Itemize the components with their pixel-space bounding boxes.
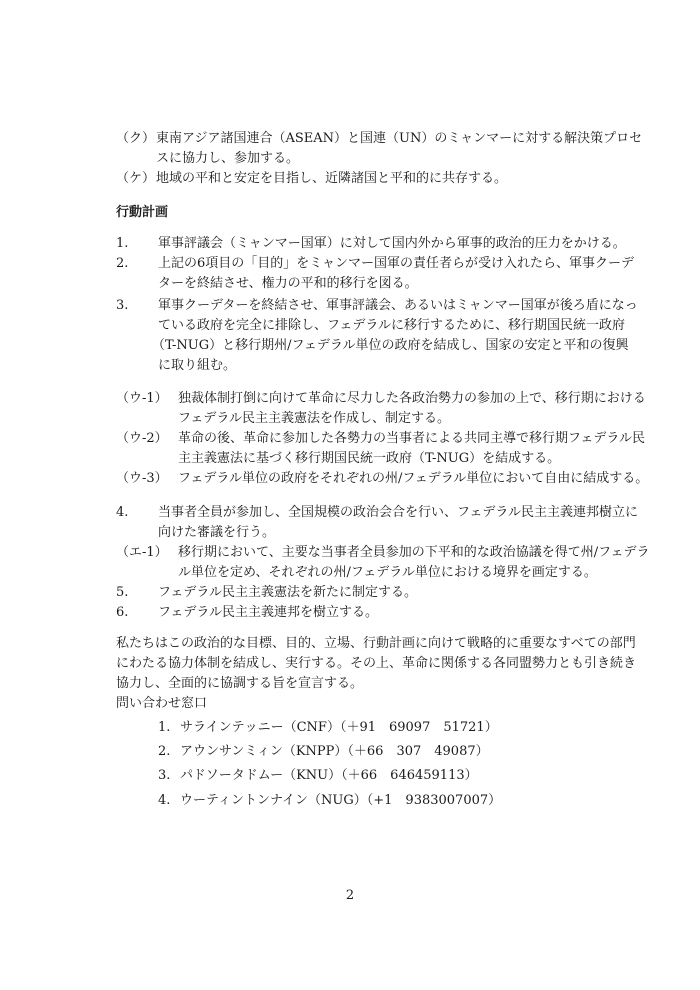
declaration-line-2: にわたる協力体制を結成し、実行する。その上、革命に関係する各同盟勢力とも引き続き <box>116 656 637 671</box>
item-3-line-4: に取り組む。 <box>158 358 237 373</box>
sub-u1-line-1: 独裁体制打倒に向けて革命に尽力した各政治勢力の参加の上で、移行期における <box>178 391 646 406</box>
item-5-line-1: フェデラル民主主義憲法を新たに制定する。 <box>158 585 417 600</box>
item-1-line-1: 軍事評議会（ミャンマー国軍）に対して国内外から軍事的政治的圧力をかける。 <box>158 236 626 251</box>
item-3-line-3: （T-NUG）と移行期州/フェデラル単位の政府を結成し、国家の安定と平和の復興 <box>152 338 629 353</box>
goal-ke-line-1: 地域の平和と安定を目指し、近隣諸国と平和的に共存する。 <box>156 171 508 186</box>
item-1-number: 1. <box>116 236 129 251</box>
item-6-number: 6. <box>116 605 129 620</box>
sub-u1-line-2: フェデラル民主主義憲法を作成し、制定する。 <box>178 411 450 426</box>
item-3-number: 3. <box>116 298 129 313</box>
item-4-line-1: 当事者全員が参加し、全国規模の政治会合を行い、フェデラル民主主義連邦樹立に <box>158 505 638 520</box>
sub-e1-line-1: 移行期において、主要な当事者全員参加の下平和的な政治協議を得て州/フェデラ <box>178 545 650 560</box>
goal-ku-line-1: 東南アジア諸国連合（ASEAN）と国連（UN）のミャンマーに対する解決策プロセ <box>156 131 643 146</box>
sub-u2-line-1: 革命の後、革命に参加した各勢力の当事者による共同主導で移行期フェデラル民 <box>178 431 645 446</box>
page-number: 2 <box>345 888 355 903</box>
contact-3-number: 3. <box>158 768 171 783</box>
contact-1-text: サラインテッニー（CNF）（＋91 69097 51721） <box>180 720 498 735</box>
sub-e1-line-2: ル単位を定め、それぞれの州/フェデラル単位における境界を画定する。 <box>178 565 597 580</box>
item-5-number: 5. <box>116 585 129 600</box>
item-4-number: 4. <box>116 505 129 520</box>
contact-1-number: 1. <box>158 720 171 735</box>
item-3-line-2: ている政府を完全に排除し、フェデラルに移行するために、移行期国民統一政府 <box>158 318 625 333</box>
contact-2-number: 2. <box>158 744 171 759</box>
goal-ku-line-2: スに協力し、参加する。 <box>156 151 300 166</box>
declaration-line-3: 協力し、全面的に協調する旨を宣言する。 <box>116 676 364 691</box>
sub-u3-line-1: フェデラル単位の政府をそれぞれの州/フェデラル単位において自由に結成する。 <box>178 471 649 486</box>
contact-2-text: アウンサンミィン（KNPP）（＋66 307 49087） <box>180 744 489 759</box>
sub-e1-label: （エ-1） <box>116 545 168 560</box>
sub-u1-label: （ウ-1） <box>116 391 168 406</box>
action-plan-heading: 行動計画 <box>116 205 169 220</box>
sub-u3-label: （ウ-3） <box>116 471 168 486</box>
contact-4-number: 4. <box>158 793 171 808</box>
item-2-line-1: 上記の6項目の「目的」をミャンマー国軍の責任者らが受け入れたら、軍事クーデ <box>158 256 635 271</box>
sub-u2-label: （ウ-2） <box>116 431 168 446</box>
item-2-number: 2. <box>116 256 129 271</box>
sub-u2-line-2: 主主義憲法に基づく移行期国民統一政府（T-NUG）を結成する。 <box>178 451 561 466</box>
contact-4-text: ウーティントンナイン（NUG）（+1 9383007007） <box>180 793 502 808</box>
item-3-line-1: 軍事クーデターを終結させ、軍事評議会、あるいはミャンマー国軍が後ろ盾になっ <box>158 298 638 313</box>
goal-label-ku: （ク） <box>116 131 156 146</box>
item-6-line-1: フェデラル民主主義連邦を樹立する。 <box>158 605 378 620</box>
contacts-heading: 問い合わせ窓口 <box>116 696 208 711</box>
declaration-line-1: 私たちはこの政治的な目標、目的、立場、行動計画に向けて戦略的に重要なすべての部門 <box>116 636 636 651</box>
contact-3-text: パドソータドムー（KNU）（＋66 646459113） <box>180 768 478 783</box>
item-4-line-2: 向けた審議を行う。 <box>158 525 276 540</box>
goal-label-ke: （ケ） <box>116 171 156 186</box>
item-2-line-2: ターを終結させ、権力の平和的移行を図る。 <box>158 276 418 291</box>
